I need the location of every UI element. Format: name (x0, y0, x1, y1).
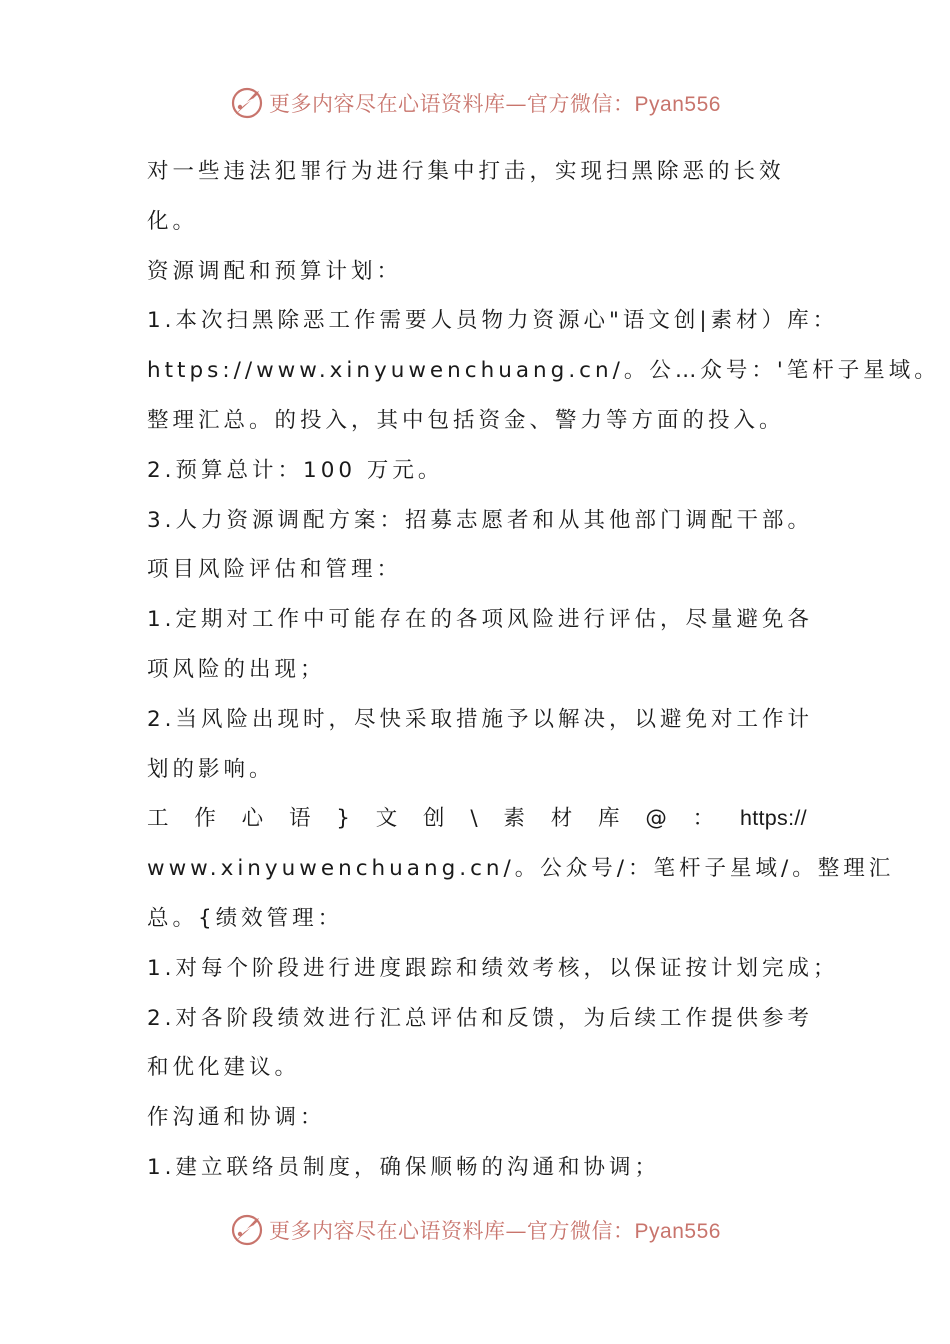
quill-logo-icon (229, 85, 265, 121)
spaced-char: ： (692, 806, 715, 832)
watermark-dash: — (505, 1219, 528, 1243)
watermark-header (0, 78, 950, 128)
watermark-wechat: Pyan556 (634, 93, 721, 116)
text-line-url: https://www.xinyuwenchuang.cn/。公…众号：'笔杆子星域。 (147, 358, 940, 384)
text-line: 1.定期对工作中可能存在的各项风险进行评估，尽量避免各 (147, 607, 814, 633)
text-line: 1.建立联络员制度，确保顺畅的沟通和协调； (147, 1154, 661, 1180)
text-line: 2.当风险出现时，尽快采取措施予以解决，以避免对工作计 (147, 706, 814, 732)
text-line: 1.对每个阶段进行进度跟踪和绩效考核，以保证按计划完成； (147, 955, 839, 981)
spaced-text-line (147, 794, 807, 844)
text-line: 对一些违法犯罪行为进行集中打击，实现扫黑除恶的长效 (147, 159, 785, 184)
section-heading: 作沟通和协调： (147, 1105, 326, 1131)
spaced-char: @ (645, 806, 667, 832)
section-heading: 项目风险评估和管理： (147, 557, 403, 583)
watermark-main: 更多内容尽在心语资料库 (269, 92, 506, 116)
watermark-footer (0, 1205, 950, 1255)
text-line-url: www.xinyuwenchuang.cn/。公众号/：笔杆子星域/。整理汇 (147, 856, 895, 882)
watermark-official: 官方微信： (527, 1219, 635, 1243)
watermark-wechat: Pyan556 (634, 1220, 721, 1243)
quill-logo-icon (229, 1212, 265, 1248)
spaced-char: 库 (598, 806, 620, 832)
watermark-official: 官方微信： (527, 92, 635, 116)
spaced-char: 材 (550, 806, 573, 832)
spaced-char: } (336, 806, 350, 832)
text-line: 2.对各阶段绩效进行汇总评估和反馈，为后续工作提供参考 (147, 1005, 814, 1031)
spaced-char: 素 (503, 806, 525, 832)
text-line: 化。 (147, 208, 199, 234)
spaced-char: 作 (194, 806, 216, 832)
spaced-char: 心 (241, 806, 264, 832)
document-body (147, 147, 940, 1193)
text-line: 1.本次扫黑除恶工作需要人员物力资源心"语文创|素材）库： (147, 308, 839, 334)
text-line: 整理汇总。的投入，其中包括资金、警力等方面的投入。 (147, 407, 785, 433)
spaced-char: \ (470, 806, 478, 832)
text-line: 划的影响。 (147, 756, 275, 782)
spaced-char: 创 (423, 806, 445, 832)
spaced-char: 工 (147, 806, 169, 832)
spaced-char: 文 (375, 806, 398, 832)
section-heading: 总。{绩效管理： (147, 905, 344, 931)
watermark-main: 更多内容尽在心语资料库 (269, 1219, 506, 1243)
text-line: 和优化建议。 (147, 1055, 301, 1081)
watermark-dash: — (505, 92, 528, 116)
text-line: 3.人力资源调配方案：招募志愿者和从其他部门调配干部。 (147, 507, 814, 533)
section-heading: 资源调配和预算计划： (147, 258, 403, 284)
text-line: 2.预算总计：100 万元。 (147, 457, 444, 483)
spaced-char: 语 (288, 806, 311, 832)
spaced-url: https:// (739, 806, 807, 831)
text-line: 项风险的出现； (147, 656, 326, 682)
